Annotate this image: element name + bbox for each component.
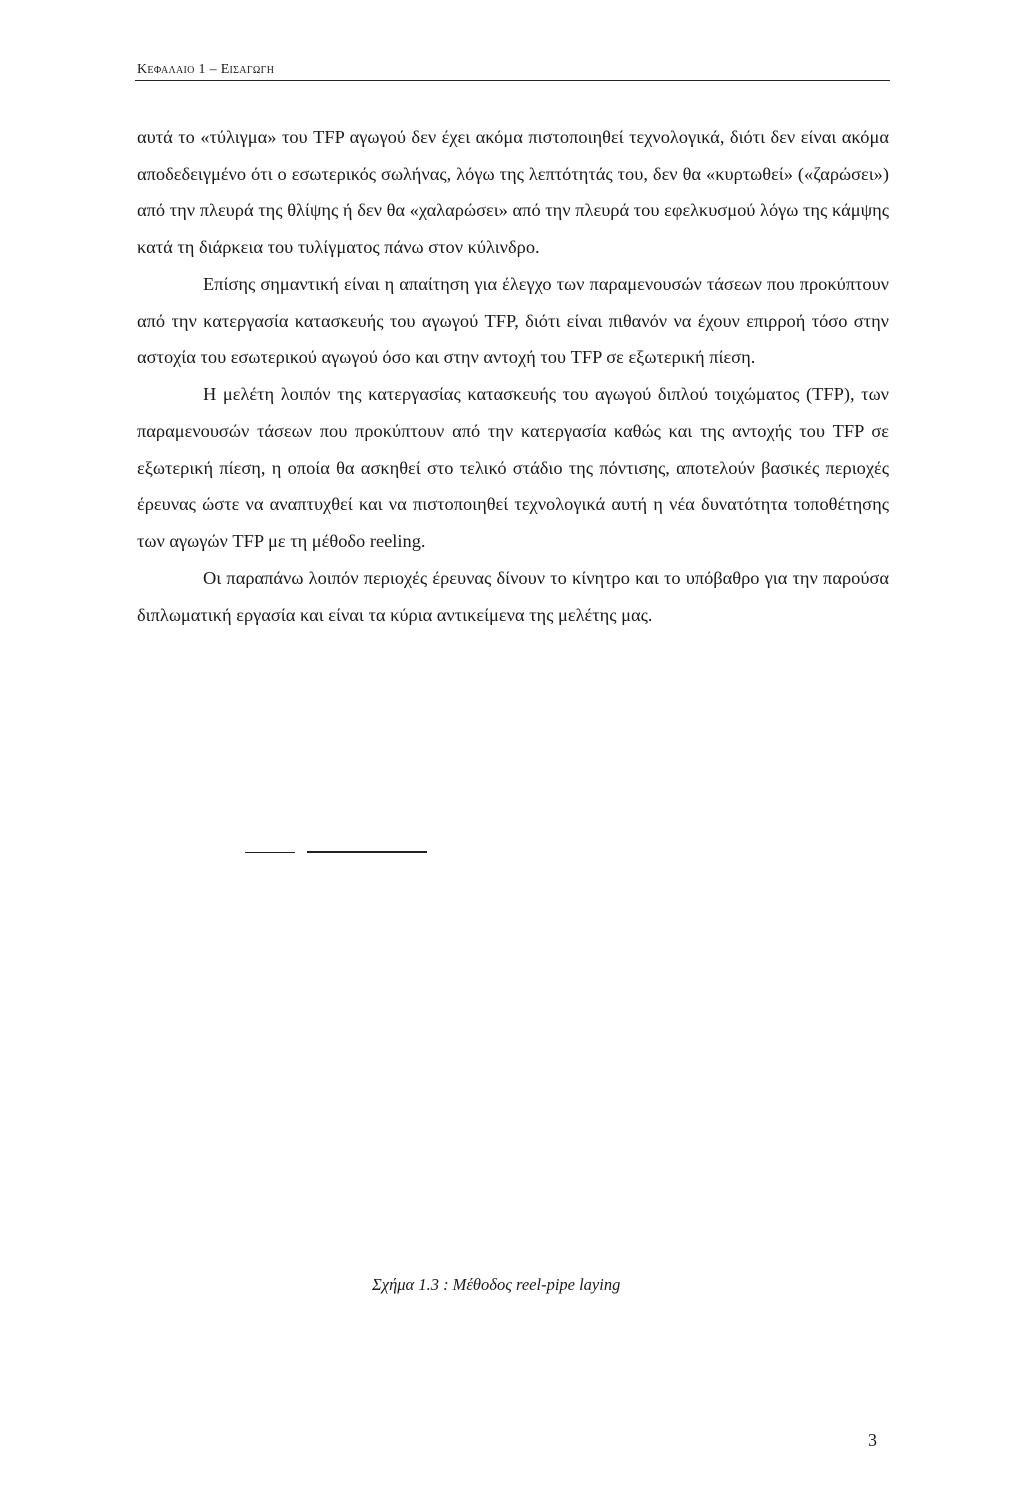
figure-fragment-line [245,852,295,853]
page-number: 3 [868,1430,877,1450]
paragraph-motivation: Οι παραπάνω λοιπόν περιοχές έρευνας δίνουν το κίνητρο και το υπόβαθρο για την παρούσα διπλωματική εργασία και είναι τα κύρια αντικείμενα της μελέτης μας. [137,567,889,625]
header-rule [135,80,890,81]
figure-caption: Σχήμα 1.3 : Μέθοδος reel-pipe laying [372,1275,621,1294]
paragraph-continuation: αυτά το «τύλιγμα» του TFP αγωγού δεν έχει ακόμα πιστοποιηθεί τεχνολογικά, διότι δεν είναι ακόμα αποδεδειγμένο ότι ο εσωτερικός σωλήνας, λόγω της λεπτότητάς του, δεν θα «κυρτωθεί» («ζαρώσει») από την πλευρά της θλίψης ή δεν θα «χαλαρώσει» από την πλευρά του εφελκυσμού λόγω της κάμψης κατά τη διάρκεια του τυλίγματος πάνω στον κύλινδρο. [137,127,889,257]
running-header: Κεφαλαιο 1 – Εισαγωγη [137,62,275,77]
figure-placeholder [245,850,430,856]
figure-fragment-line [307,851,427,853]
paragraph-residual-stresses: Επίσης σημαντική είναι η απαίτηση για έλεγχο των παραμενουσών τάσεων που προκύπτουν από την κατεργασία κατασκευής του αγωγού TFP, διότι είναι πιθανόν να έχουν επιρροή τόσο στην αστοχία του εσωτερικού αγωγού όσο και στην αντοχή του TFP σε εξωτερική πίεση. [137,273,889,368]
paragraph-research-areas: Η μελέτη λοιπόν της κατεργασίας κατασκευής του αγωγού διπλού τοιχώματος (TFP), των παραμενουσών τάσεων που προκύπτουν από την κατεργασία καθώς και της αντοχής του TFP σε εξωτερική πίεση, η οποία θα ασκηθεί στο τελικό στάδιο της πόντισης, αποτελούν βασικές περιοχές έρευνας ώστε να αναπτυχθεί και να πιστοποιηθεί τεχνολογικά αυτή η νέα δυνατότητα τοποθέτησης των αγωγών TFP με τη μέθοδο reeling. [137,384,889,551]
body-text [137,119,889,633]
